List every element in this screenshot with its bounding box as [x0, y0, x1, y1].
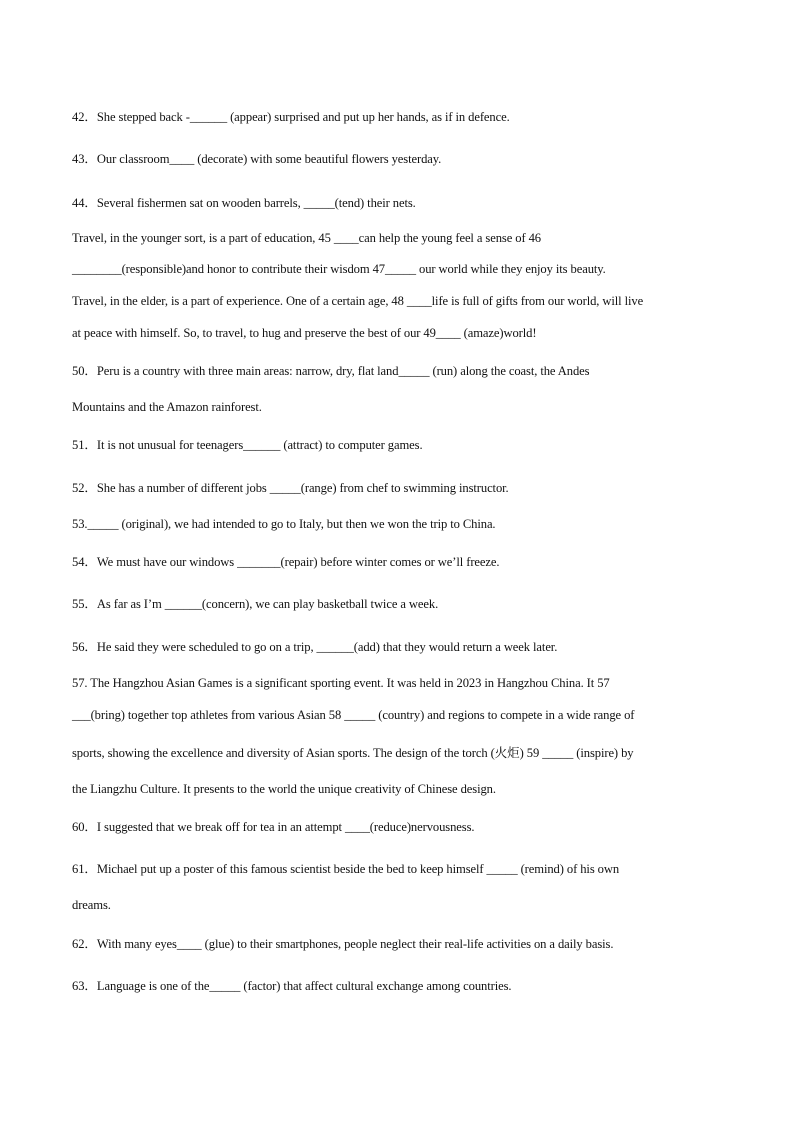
question-55: 55．As far as I’m ______(concern), we can play basketball twice a week.: [72, 597, 439, 611]
question-54: 54．We must have our windows _______(repair) before winter comes or we’ll freeze.: [72, 555, 500, 569]
passage-asian-games-line-1: 57. The Hangzhou Asian Games is a significant sporting event. It was held in 2023 in Hangzhou China. It 57: [72, 676, 610, 690]
question-50-line-1: 50．Peru is a country with three main areas: narrow, dry, flat land_____ (run) along the coast, the Andes: [72, 364, 590, 378]
question-50-line-2: Mountains and the Amazon rainforest.: [72, 400, 262, 414]
question-56: 56．He said they were scheduled to go on a trip, ______(add) that they would return a week later.: [72, 640, 558, 654]
question-51: 51．It is not unusual for teenagers______ (attract) to computer games.: [72, 438, 423, 452]
passage-asian-games-line-2: ___(bring) together top athletes from various Asian 58 _____ (country) and regions to compete in a wide range of: [72, 708, 635, 722]
question-62: 62．With many eyes____ (glue) to their smartphones, people neglect their real-life activities on a daily basis.: [72, 937, 614, 951]
question-44: 44．Several fishermen sat on wooden barrels, _____(tend) their nets.: [72, 196, 416, 210]
passage-asian-games-line-3: sports, showing the excellence and diversity of Asian sports. The design of the torch (火炬) 59 _____ (inspire) by: [72, 746, 634, 760]
passage-travel-line-2: ________(responsible)and honor to contribute their wisdom 47_____ our world while they enjoy its beauty.: [72, 262, 606, 276]
passage-travel-line-3: Travel, in the elder, is a part of experience. One of a certain age, 48 ____life is full of gifts from our world, will live: [72, 294, 644, 308]
question-61-line-2: dreams.: [72, 898, 111, 912]
passage-travel-line-4: at peace with himself. So, to travel, to hug and preserve the best of our 49____ (amaze)world!: [72, 326, 537, 340]
question-63: 63．Language is one of the_____ (factor) that affect cultural exchange among countries.: [72, 979, 512, 993]
question-61-line-1: 61．Michael put up a poster of this famous scientist beside the bed to keep himself _____ (remind) of his own: [72, 862, 620, 876]
question-43: 43．Our classroom____ (decorate) with some beautiful flowers yesterday.: [72, 152, 442, 166]
question-60: 60．I suggested that we break off for tea in an attempt ____(reduce)nervousness.: [72, 820, 475, 834]
question-52: 52．She has a number of different jobs _____(range) from chef to swimming instructor.: [72, 481, 509, 495]
question-53: 53._____ (original), we had intended to go to Italy, but then we won the trip to China.: [72, 517, 496, 531]
passage-travel-line-1: Travel, in the younger sort, is a part of education, 45 ____can help the young feel a sense of 46: [72, 231, 541, 245]
passage-asian-games-line-4: the Liangzhu Culture. It presents to the world the unique creativity of Chinese design.: [72, 782, 496, 796]
question-42: 42．She stepped back -______ (appear) surprised and put up her hands, as if in defence.: [72, 110, 510, 124]
